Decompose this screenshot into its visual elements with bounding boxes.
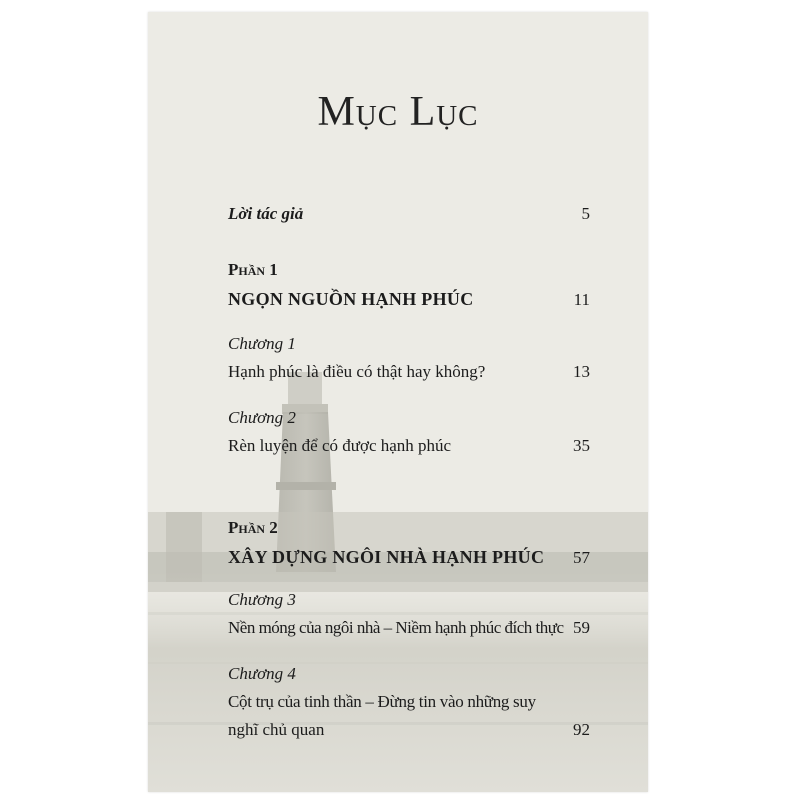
chapter-4-title-line-2: nghĩ chủ quan bbox=[228, 720, 325, 739]
chapter-1-label: Chương 1 bbox=[228, 334, 296, 353]
chapter-3-page-number: 59 bbox=[573, 618, 590, 637]
chapter-4-page-number: 92 bbox=[573, 720, 590, 739]
chapter-2-page-number: 35 bbox=[573, 436, 590, 455]
part-1-label: Phần 1 bbox=[228, 260, 278, 279]
part-1-page-number: 11 bbox=[573, 290, 590, 309]
preface-page-number: 5 bbox=[581, 204, 590, 223]
chapter-2-title: Rèn luyện để có được hạnh phúc bbox=[228, 436, 452, 455]
preface-label: Lời tác giả bbox=[228, 204, 304, 223]
chapter-3-title: Nền móng của ngôi nhà – Niềm hạnh phúc đích thực bbox=[228, 618, 564, 637]
chapter-3-label: Chương 3 bbox=[228, 590, 296, 609]
chapter-2-label: Chương 2 bbox=[228, 408, 296, 427]
part-2-label: Phần 2 bbox=[228, 518, 278, 537]
chapter-1-page-number: 13 bbox=[573, 362, 590, 381]
chapter-4-title-line-1: Cột trụ của tinh thần – Đừng tin vào những suy bbox=[228, 692, 536, 711]
chapter-4-label: Chương 4 bbox=[228, 664, 296, 683]
chapter-1-title: Hạnh phúc là điều có thật hay không? bbox=[228, 362, 486, 381]
book-page bbox=[148, 12, 648, 792]
part-1-title: NGỌN NGUỒN HẠNH PHÚC bbox=[228, 289, 474, 309]
toc-title: Mục Lục bbox=[317, 89, 479, 135]
part-2-page-number: 57 bbox=[573, 548, 590, 567]
part-2-title: XÂY DỰNG NGÔI NHÀ HẠNH PHÚC bbox=[228, 547, 545, 567]
